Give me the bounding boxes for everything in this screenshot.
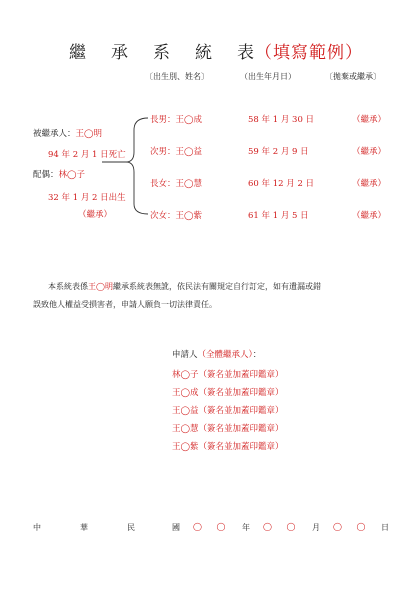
date-char: 國 — [172, 523, 180, 532]
applicant-label-note: （全體繼承人） — [197, 350, 253, 360]
title-char: 系 — [153, 43, 171, 63]
applicant-label: 申請人 — [172, 350, 198, 360]
applicant-note: （簽名並加蓋印鑑章） — [198, 424, 284, 434]
date-day-blank: ◯ ◯ — [333, 522, 372, 531]
page-title — [0, 38, 420, 63]
title-char: 承 — [111, 43, 129, 63]
header-status: 〔拋棄或繼承〕 — [325, 72, 381, 81]
header-birth-date: （出生年月日） — [240, 72, 296, 81]
heir-birth-date: 60 年 12 月 2 日 — [248, 179, 315, 189]
declaration-text: 本系統表係 — [48, 282, 88, 291]
applicant-row — [172, 384, 284, 402]
date-year-blank: ◯ ◯ — [193, 522, 232, 531]
title-char: 繼 — [69, 43, 87, 63]
title-example: （填寫範例） — [255, 43, 363, 63]
heir-name-text: 王◯慧 — [175, 179, 203, 189]
heir-status: （繼承） — [352, 115, 387, 125]
applicant-note: （簽名並加蓋印鑑章） — [198, 406, 284, 416]
declaration-line-2: 誤致他人權益受損害者，申請人願負一切法律責任。 — [33, 300, 217, 309]
heir-name-text: 王◯成 — [175, 115, 203, 125]
heir-status: （繼承） — [352, 179, 387, 189]
heir-relation: 次男： — [150, 147, 176, 157]
applicant-row — [172, 402, 284, 420]
title-char: 表 — [237, 43, 255, 63]
applicant-name: 王◯益 — [172, 406, 199, 416]
decedent-name: 王◯明 — [75, 129, 103, 139]
applicant-row — [172, 438, 284, 456]
heir-name-text: 王◯紫 — [175, 211, 203, 221]
applicant-name: 王◯慧 — [172, 424, 199, 434]
heir-status: （繼承） — [352, 211, 387, 221]
heir-name — [150, 113, 202, 125]
declaration-name: 王◯明 — [88, 282, 113, 291]
applicant-note: （簽名並加蓋印鑑章） — [198, 388, 284, 398]
decedent-row — [33, 127, 102, 139]
heir-relation: 次女： — [150, 211, 176, 221]
date-char: 日 — [381, 523, 389, 532]
header-birth-name: 〔出生別、姓名〕 — [145, 72, 209, 81]
applicant-label-row — [172, 346, 261, 364]
decedent-death-date: 94 年 2 月 1 日死亡 — [48, 150, 126, 160]
spouse-status: （繼承） — [78, 210, 113, 220]
spouse-row — [33, 168, 85, 180]
heir-birth-date: 61 年 1 月 5 日 — [248, 211, 309, 221]
heir-name — [150, 177, 202, 189]
applicant-name: 王◯成 — [172, 388, 199, 398]
heir-birth-date: 59 年 2 月 9 日 — [248, 147, 309, 157]
date-char: 華 — [80, 523, 88, 532]
spouse-name: 林◯子 — [58, 170, 86, 180]
applicant-note: （簽名並加蓋印鑑章） — [198, 370, 284, 380]
heir-name — [150, 145, 202, 157]
applicant-row — [172, 366, 284, 384]
date-char: 月 — [312, 523, 320, 532]
heir-relation: 長女： — [150, 179, 176, 189]
date-char: 年 — [242, 523, 250, 532]
decedent-label: 被繼承人： — [33, 129, 76, 139]
spouse-label: 配偶： — [33, 170, 59, 180]
applicant-note: （簽名並加蓋印鑑章） — [198, 442, 284, 452]
heir-relation: 長男： — [150, 115, 176, 125]
title-char: 統 — [195, 43, 213, 63]
date-char: 民 — [127, 523, 135, 532]
spouse-birth-date: 32 年 1 月 2 日出生 — [48, 193, 126, 203]
applicant-colon: ： — [252, 350, 262, 360]
date-month-blank: ◯ ◯ — [263, 522, 302, 531]
heir-name — [150, 209, 202, 221]
heir-name-text: 王◯益 — [175, 147, 203, 157]
declaration-line-1 — [48, 278, 321, 296]
applicant-name: 林◯子 — [172, 370, 199, 380]
heir-birth-date: 58 年 1 月 30 日 — [248, 115, 315, 125]
applicant-row — [172, 420, 284, 438]
date-char: 中 — [33, 523, 41, 532]
family-bracket — [100, 112, 150, 222]
declaration-text: 繼承系統表無訛，依民法有關規定自行訂定，如有遺漏或錯 — [112, 282, 321, 291]
applicant-name: 王◯紫 — [172, 442, 199, 452]
heir-status: （繼承） — [352, 147, 387, 157]
